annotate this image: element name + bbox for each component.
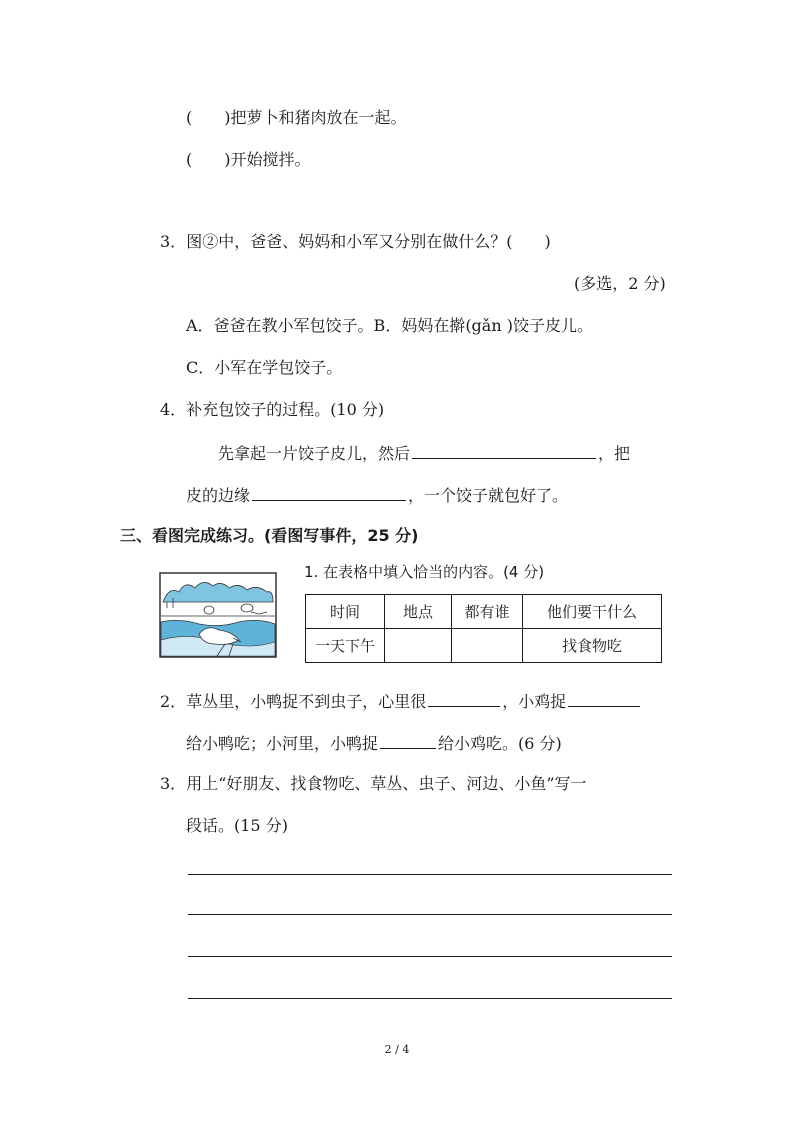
question-4 (160, 400, 384, 420)
question-text: 用上“好朋友、找食物吃、草丛、虫子、河边、小鱼”写一 (186, 774, 587, 793)
option-text: C．小军在学包饺子。 (186, 358, 343, 377)
fill-text: ，一个饺子就包好了。 (408, 486, 569, 505)
table-header-cell: 他们要干什么 (523, 595, 662, 629)
option-text: A．爸爸在教小军包饺子。B．妈妈在擀(gǎn )饺子皮儿。 (186, 316, 593, 335)
table-header-cell: 都有谁 (452, 595, 523, 629)
table-cell: 一天下午 (306, 629, 385, 663)
fill-text: 给小鸡吃。(6 分) (438, 734, 562, 753)
score-text: (多选，2 分) (574, 274, 666, 293)
question-3-option-c (186, 358, 342, 378)
paren-open: ( (186, 108, 193, 127)
table-header-cell: 时间 (306, 595, 385, 629)
table-header-cell: 地点 (385, 595, 452, 629)
question-4-fill-line-1 (218, 442, 630, 464)
fill-blank-duck-catch[interactable] (380, 732, 436, 749)
writing-line-1[interactable] (188, 874, 672, 875)
order-item-text: 开始搅拌。 (230, 150, 311, 169)
table-row (306, 629, 662, 663)
paren-close: ) (224, 108, 231, 127)
table-cell-blank-who[interactable] (452, 629, 523, 663)
fill-text: 先拿起一片饺子皮儿，然后 (218, 444, 411, 463)
s3-question-1: 1. 在表格中填入恰当的内容。(4 分) (304, 563, 545, 581)
question-text: 段话。(15 分) (186, 816, 288, 835)
writing-line-2[interactable] (188, 914, 672, 915)
fill-text: 给小鸭吃；小河里，小鸭捉 (186, 734, 379, 753)
order-item-2 (186, 150, 311, 170)
fill-blank-1[interactable] (412, 442, 596, 459)
fill-text: 皮的边缘 (186, 486, 251, 505)
paren-open: ( (186, 150, 193, 169)
fill-text: ，小鸡捉 (502, 692, 567, 711)
s3-question-3-line-2 (186, 816, 288, 836)
order-item-1 (186, 108, 407, 128)
s3-question-2-line-1 (160, 690, 642, 712)
page-number: 2 / 4 (384, 1043, 410, 1056)
question-3 (160, 232, 551, 252)
section-3-heading: 三、看图完成练习。(看图写事件，25 分) (120, 526, 419, 545)
writing-line-3[interactable] (188, 956, 672, 957)
question-4-fill-line-2 (186, 484, 568, 506)
table-cell-blank-place[interactable] (385, 629, 452, 663)
question-text: 图②中，爸爸、妈妈和小军又分别在做什么？( (186, 232, 513, 251)
table-header-row (306, 595, 662, 629)
fill-blank-chick-catch[interactable] (568, 690, 640, 707)
question-number: 3． (160, 232, 187, 251)
fill-table (305, 594, 662, 663)
question-text: 补充包饺子的过程。(10 分) (186, 400, 385, 419)
paren-close: ) (544, 232, 551, 251)
s3-question-2-line-2 (186, 732, 562, 754)
question-3-score (574, 274, 666, 294)
question-number: 2． (160, 692, 187, 711)
fill-blank-2[interactable] (252, 484, 406, 501)
fill-blank-feeling[interactable] (428, 690, 500, 707)
order-item-text: 把萝卜和猪肉放在一起。 (230, 108, 407, 127)
question-number: 4． (160, 400, 187, 419)
duck-and-chick-picture (159, 572, 277, 658)
fill-text: 草丛里，小鸭捉不到虫子，心里很 (186, 692, 427, 711)
s3-question-3-line-1 (160, 774, 587, 794)
paren-close: ) (224, 150, 231, 169)
writing-line-4[interactable] (188, 998, 672, 999)
question-number: 3． (160, 774, 187, 793)
fill-text: ，把 (598, 444, 631, 463)
question-3-options-ab (186, 316, 593, 336)
table-cell: 找食物吃 (523, 629, 662, 663)
